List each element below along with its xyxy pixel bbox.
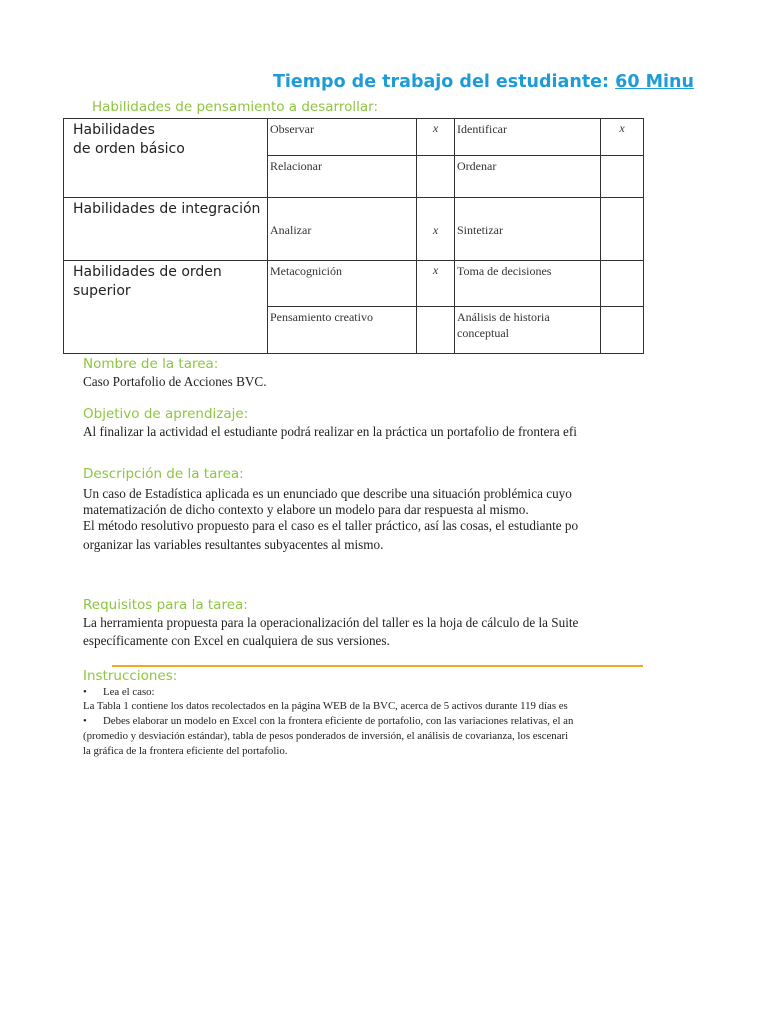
skill-cell: Identificar: [455, 119, 601, 156]
skill-cell: Metacognición: [268, 261, 417, 307]
description-line: matematización de dicho contexto y elabore un modelo para dar respuesta al mismo.: [83, 502, 529, 517]
skill-cell: Pensamiento creativo: [268, 307, 417, 354]
skill-mark: x: [417, 119, 455, 156]
instructions-heading: Instrucciones:: [83, 668, 178, 684]
skill-cell: Analizar: [268, 198, 417, 261]
skill-mark: [601, 307, 644, 354]
skills-table: [63, 118, 654, 354]
section-divider: [112, 665, 643, 667]
table-row: [64, 119, 654, 156]
bullet-icon: •: [83, 715, 87, 727]
instruction-item: Debes elaborar un modelo en Excel con la frontera eficiente de portafolio, con las variaciones relativas, el an: [103, 715, 574, 727]
skill-mark: [601, 156, 644, 198]
skills-heading: Habilidades de pensamiento a desarrollar:: [92, 99, 379, 115]
skill-mark: [417, 156, 455, 198]
objective-text: Al finalizar la actividad el estudiante podrá realizar en la práctica un portafolio de frontera efi: [83, 424, 577, 439]
table-row: [64, 198, 654, 261]
page-title: [273, 72, 694, 92]
requirements-line: La herramienta propuesta para la operacionalización del taller es la hoja de cálculo de la Suite: [83, 615, 579, 630]
requirements-line: específicamente con Excel en cualquiera de sus versiones.: [83, 633, 390, 648]
skill-cell: Relacionar: [268, 156, 417, 198]
skill-mark: x: [417, 198, 455, 261]
description-line: Un caso de Estadística aplicada es un enunciado que describe una situación problémica cuyo: [83, 486, 572, 501]
skill-mark: [601, 261, 644, 307]
title-prefix: Tiempo de trabajo del estudiante:: [273, 72, 616, 92]
skill-cell: Sintetizar: [455, 198, 601, 261]
description-heading: Descripción de la tarea:: [83, 466, 244, 482]
skill-mark: x: [417, 261, 455, 307]
category-label: superior: [73, 283, 131, 299]
category-superior: [64, 261, 268, 354]
objective-heading: Objetivo de aprendizaje:: [83, 406, 249, 422]
description-line: organizar las variables resultantes subyacentes al mismo.: [83, 537, 384, 552]
title-minutes-link[interactable]: 60 Minu: [615, 72, 694, 92]
category-label: Habilidades de orden: [73, 264, 222, 280]
task-name-heading: Nombre de la tarea:: [83, 356, 219, 372]
instruction-line: La Tabla 1 contiene los datos recolectados en la página WEB de la BVC, acerca de 5 activos durante 119 días es: [83, 700, 568, 712]
category-label: de orden básico: [73, 141, 185, 157]
category-label: Habilidades: [73, 122, 155, 138]
skill-cell: Ordenar: [455, 156, 601, 198]
skill-mark: x: [601, 119, 644, 156]
skill-cell-line: conceptual: [457, 326, 509, 340]
skill-mark: [417, 307, 455, 354]
requirements-heading: Requisitos para la tarea:: [83, 597, 248, 613]
instruction-item: Lea el caso:: [103, 686, 155, 698]
bullet-icon: •: [83, 686, 87, 698]
skill-mark: [601, 198, 644, 261]
category-integration: [64, 198, 268, 261]
category-label: Habilidades de integración: [73, 201, 261, 217]
skill-cell-line: Análisis de historia: [457, 310, 550, 324]
table-row: [64, 261, 654, 307]
description-line: El método resolutivo propuesto para el caso es el taller práctico, así las cosas, el estudiante po: [83, 518, 579, 533]
skill-cell: Toma de decisiones: [455, 261, 601, 307]
task-name-text: Caso Portafolio de Acciones BVC.: [83, 374, 267, 389]
category-basic: [64, 119, 268, 198]
instruction-line: (promedio y desviación estándar), tabla de pesos ponderados de inversión, el análisis de covarianza, los escenari: [83, 730, 569, 742]
instruction-line: la gráfica de la frontera eficiente del portafolio.: [83, 745, 288, 757]
skill-cell: Observar: [268, 119, 417, 156]
skill-cell: [455, 307, 601, 354]
